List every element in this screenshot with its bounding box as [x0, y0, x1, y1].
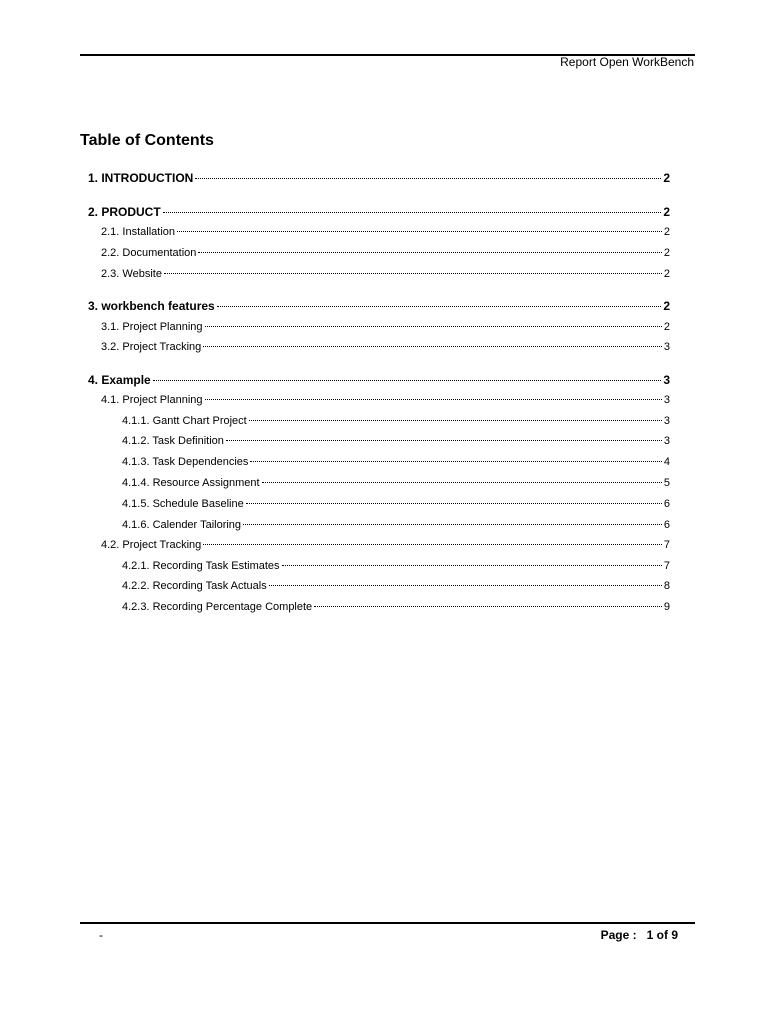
- toc-entry-label: 4.2. Project Tracking: [101, 539, 202, 551]
- toc-entry-page: 3: [663, 415, 670, 427]
- dot-leader: [269, 584, 662, 586]
- toc-entry-label: 2. PRODUCT: [88, 205, 161, 219]
- toc-entry-label: 2.1. Installation: [101, 226, 175, 238]
- dot-leader: [250, 460, 661, 462]
- toc-entry-recording-task-estimates[interactable]: [122, 560, 670, 572]
- toc-entry-label: 4.1.3. Task Dependencies: [122, 456, 249, 468]
- dot-leader: [249, 419, 662, 421]
- toc-entry-page: 2: [663, 299, 670, 313]
- dot-leader: [153, 379, 662, 381]
- dot-leader: [163, 211, 662, 213]
- page-value: 1 of 9: [646, 928, 678, 942]
- toc-entry-page: 7: [663, 539, 670, 551]
- dot-leader: [226, 439, 662, 441]
- dot-leader: [198, 251, 661, 253]
- dot-leader: [314, 605, 662, 607]
- dot-leader: [164, 272, 662, 274]
- toc-entry-project-planning[interactable]: [101, 321, 670, 333]
- toc-entry-website[interactable]: [101, 268, 670, 280]
- dot-leader: [205, 398, 662, 400]
- page-indicator: [601, 928, 678, 942]
- toc-entry-label: 3.1. Project Planning: [101, 321, 203, 333]
- toc-entry-example[interactable]: [88, 373, 670, 387]
- toc-entry-page: 2: [663, 171, 670, 185]
- toc-entry-example-project-tracking[interactable]: [101, 539, 670, 551]
- toc-entry-label: 4.1.5. Schedule Baseline: [122, 498, 244, 510]
- toc-entry-workbench-features[interactable]: [88, 299, 670, 313]
- toc-entry-recording-task-actuals[interactable]: [122, 580, 670, 592]
- footer-rule: [80, 922, 695, 924]
- header-title: Report Open WorkBench: [560, 55, 694, 69]
- toc-entry-page: 5: [663, 477, 670, 489]
- toc-entry-product[interactable]: [88, 205, 670, 219]
- toc-entry-task-dependencies[interactable]: [122, 456, 670, 468]
- dot-leader: [203, 543, 662, 545]
- toc-entry-page: 3: [663, 435, 670, 447]
- toc-entry-label: 1. INTRODUCTION: [88, 171, 194, 185]
- dot-leader: [177, 230, 662, 232]
- toc-entry-label: 3.2. Project Tracking: [101, 341, 202, 353]
- toc-entry-page: 3: [663, 394, 670, 406]
- page-label: Page :: [600, 928, 637, 942]
- dot-leader: [243, 523, 662, 525]
- dot-leader: [246, 502, 662, 504]
- dot-leader: [203, 345, 662, 347]
- toc-entry-task-definition[interactable]: [122, 435, 670, 447]
- toc-entry-label: 4.1.4. Resource Assignment: [122, 477, 260, 489]
- toc-entry-page: 7: [663, 560, 670, 572]
- toc-entry-introduction[interactable]: [88, 171, 670, 185]
- toc-entry-page: 6: [663, 519, 670, 531]
- dot-leader: [217, 305, 662, 307]
- toc-entry-page: 2: [663, 321, 670, 333]
- toc-title: Table of Contents: [80, 132, 214, 149]
- toc-entry-label: 4.1.1. Gantt Chart Project: [122, 415, 247, 427]
- toc-entry-label: 4.2.3. Recording Percentage Complete: [122, 601, 313, 613]
- toc-entry-label: 4.2.2. Recording Task Actuals: [122, 580, 267, 592]
- toc-entry-label: 4.2.1. Recording Task Estimates: [122, 560, 280, 572]
- toc-entry-page: 3: [663, 341, 670, 353]
- toc-entry-label: 4.1. Project Planning: [101, 394, 203, 406]
- toc-entry-page: 2: [663, 268, 670, 280]
- toc-entry-page: 2: [663, 247, 670, 259]
- toc-entry-installation[interactable]: [101, 226, 670, 238]
- toc-entry-example-project-planning[interactable]: [101, 394, 670, 406]
- toc-entry-page: 9: [663, 601, 670, 613]
- toc-entry-page: 4: [663, 456, 670, 468]
- toc-entry-page: 2: [663, 205, 670, 219]
- dot-leader: [205, 325, 662, 327]
- footer-left-text: -: [99, 928, 103, 942]
- dot-leader: [282, 564, 662, 566]
- dot-leader: [262, 481, 662, 483]
- toc-entry-label: 4.1.2. Task Definition: [122, 435, 224, 447]
- toc-entry-calender-tailoring[interactable]: [122, 519, 670, 531]
- toc-entry-recording-percentage-complete[interactable]: [122, 601, 670, 613]
- toc-entry-documentation[interactable]: [101, 247, 670, 259]
- toc-entry-label: 3. workbench features: [88, 299, 215, 313]
- toc-entry-gantt-chart-project[interactable]: [122, 415, 670, 427]
- toc-entry-project-tracking[interactable]: [101, 341, 670, 353]
- toc-entry-page: 6: [663, 498, 670, 510]
- toc-entry-label: 2.3. Website: [101, 268, 162, 280]
- dot-leader: [195, 177, 661, 179]
- toc-entry-page: 8: [663, 580, 670, 592]
- toc-entry-label: 2.2. Documentation: [101, 247, 197, 259]
- toc-entry-schedule-baseline[interactable]: [122, 498, 670, 510]
- toc-entry-resource-assignment[interactable]: [122, 477, 670, 489]
- toc-entry-page: 3: [663, 373, 670, 387]
- toc-entry-label: 4. Example: [88, 373, 151, 387]
- toc-entry-page: 2: [663, 226, 670, 238]
- toc-entry-label: 4.1.6. Calender Tailoring: [122, 519, 242, 531]
